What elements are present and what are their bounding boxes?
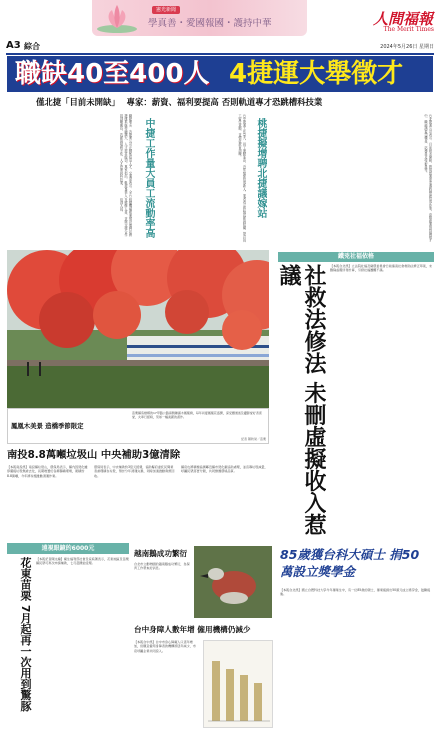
news4-caption: 台北市立動物園的越南鵝成功繁衍，為保育工作帶來好消息。	[134, 562, 190, 571]
train-photo	[7, 250, 269, 408]
photo-caption-box	[7, 408, 269, 444]
news2-body: 【本報記者陳文編】衛生福利部社會及家庭署表示，花東地區及苗栗縣民眾可再次申請補助，七月起開始受理。	[36, 557, 129, 566]
banner-slogan: 學真善・愛國報國・護持中華	[148, 18, 272, 29]
news1-body-col2: 環保局表示，中央補助約3億元經費，協助縣府委託民間業者處理積存垃圾，預計分年清運完畢，同時加速推動資源回收。	[94, 465, 175, 478]
goose-photo	[194, 546, 272, 618]
photo-credit: 記者 陳秋榮／苗栗	[241, 437, 266, 441]
subheadline	[36, 96, 416, 108]
vtitle-left: 中捷工作量大員工流動率高	[143, 118, 154, 238]
main-story-body-2: 桃園機場捷運預計增聘站務及維修人員，並與北捷合作培訓人員。	[119, 198, 132, 237]
photo-caption-left: 鳳凰木美景 造橋季節限定	[11, 422, 84, 430]
headline-main-yellow: 4捷運大舉徵才	[229, 59, 404, 89]
brand-logo: 人間福報	[372, 10, 433, 28]
news2-tag: 遠視眼鏡的6000元	[7, 543, 129, 554]
brand-english: The Merit Times	[383, 26, 434, 33]
lotus-illustration	[94, 2, 140, 34]
news4-headline: 越南鵝成功繁衍	[134, 549, 188, 558]
headline-main-red: 職缺40至400人	[15, 59, 210, 89]
top-banner	[92, 0, 307, 36]
news5-body: 【本報台中訊】台中市身心障礙人口逐年增加，但願意僱用身障者的機構卻逐年減少，市府呼籲企業共同投入。	[134, 640, 196, 653]
subhead-rest: 專家：薪資、福利要提高 否則軌道專才恐跳槽科技業	[126, 97, 323, 107]
subhead-prefix: 僅北捷「目前未開缺」	[36, 97, 120, 107]
main-story-body-3: 台中捷運工作量大，員工流動率高，近年頻繁招募新人。業者表示將檢討薪資結構，提升員工留任意願，並強化教育訓練。	[237, 114, 246, 242]
vtitle-right: 桃捷擬增聘北捷議嫁站	[255, 118, 266, 218]
news1-body: 【本報南投訊】南投縣垃圾山，環保局表示，縣內因焚化爐停擺後垃圾無處去化，長期堆置於各鄉鎮掩埋場，累積約8.8萬噸，今年將持續推動清運作業。	[7, 465, 88, 478]
masthead-rule	[6, 53, 434, 55]
main-story-body: 職缺眾多，各捷運公司正積極招募人才。交通部表示，全台捷運系統持續擴大，人才需求殷切。專家指出，軌道專業人員訓練期長，若薪資福利不佳，人才恐流向科技業。	[119, 114, 132, 198]
news1-body-col3: 縣府也將積極協調鄰近縣市焚化廠協助處理，並宣導垃圾減量，呼籲民眾落實分類，共同維護環境品質。	[181, 465, 268, 474]
side-tag: 鐵兇社福依格	[278, 252, 434, 262]
main-story-body-4: 台北捷運公司表示，目前尚未開缺，將視營運需求適時辦理招募作業。高雄捷運則持續徵才中，職缺涵蓋司機員、站務員及技術員等。	[423, 114, 432, 242]
news5-chart	[203, 640, 273, 728]
banner-tag: 憲光新聞	[152, 6, 180, 14]
news2-headline-vertical: 花東苗栗 7月起再一次用到驚豚	[19, 557, 32, 712]
section-name: 綜合	[24, 42, 40, 51]
news5-headline: 台中身障人數年增 僱用機構仍減少	[134, 625, 251, 634]
side-body: 【本報台北訊】立法院社福及衛環委員會日前審查社會救助法修正草案，未刪除虛擬所得計算，引發社福團體不滿。	[330, 264, 433, 273]
news3-headline: 85歲獲台科大碩士 捐50萬設立獎學金	[280, 547, 420, 579]
news3-body: 【本報台北訊】國立台灣科技大學今年畢業生中，有一位85歲的碩士，畢業後捐出50萬元成立獎學金，鼓勵後進。	[280, 588, 431, 597]
headline-band	[7, 56, 433, 92]
issue-date: 2024年5月26日 星期日	[380, 44, 434, 50]
photo-caption-right: 苗栗縣造橋鄉的17甲路公路兩側種滿木鳳凰樹，每年初夏鳳凰花盛開，深受鐵道迷及攝影愛好者喜愛，火車行經時，宛如一幅美麗的畫作。	[132, 411, 262, 420]
side-headline-vertical: 社救法修法 未刪虛擬收入惹議	[276, 264, 326, 536]
section-code: A3	[6, 40, 21, 51]
news1-headline: 南投8.8萬噸垃圾山 中央補助3億清除	[7, 449, 181, 461]
